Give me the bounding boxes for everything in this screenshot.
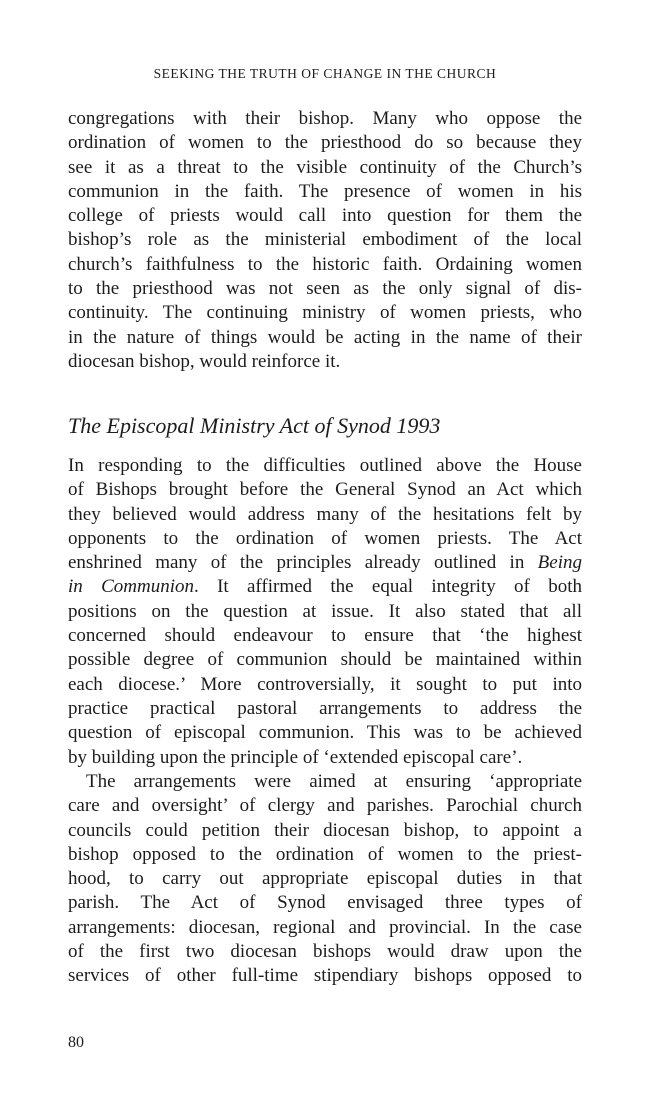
text-line: they believed would address many of the hesitations felt by [68, 503, 582, 525]
text-line: opponents to the ordination of women priests. The Act [68, 527, 582, 549]
text-run: enshrined many of the principles already outlined in [68, 552, 538, 574]
text-line [68, 575, 582, 599]
running-head: SEEKING THE TRUTH OF CHANGE IN THE CHURCH [153, 66, 497, 81]
text-line: ordination of women to the priesthood do so because they [68, 132, 582, 154]
text-line: positions on the question at issue. It also stated that all [68, 600, 582, 622]
text-line: arrangements: diocesan, regional and provincial. In the case [68, 916, 582, 938]
text-line: college of priests would call into question for them the [68, 205, 582, 227]
text-line: possible degree of communion should be maintained within [68, 649, 582, 671]
section-heading: The Episcopal Ministry Act of Synod 1993 [68, 413, 441, 438]
text-line: see it as a threat to the visible continuity of the Church’s [68, 156, 582, 178]
text-line: by building upon the principle of ‘extended episcopal care’. [68, 746, 523, 768]
text-line: bishop opposed to the ordination of women to the priest- [68, 843, 582, 865]
text-line: communion in the faith. The presence of women in his [68, 180, 582, 202]
text-line: congregations with their bishop. Many who oppose the [68, 108, 582, 129]
text-line: of Bishops brought before the General Synod an Act which [68, 479, 582, 501]
text-line: councils could petition their diocesan bishop, to appoint a [68, 819, 582, 841]
text-line [68, 551, 582, 575]
text-line: diocesan bishop, would reinforce it. [68, 350, 341, 372]
book-title-italic: Being [537, 552, 582, 574]
text-line: question of episcopal communion. This was to be achieved [68, 722, 582, 744]
text-line: The arrangements were aimed at ensuring ‘appropriate [86, 771, 582, 792]
text-line: each diocese.’ More controversially, it sought to put into [68, 673, 582, 695]
text-line: parish. The Act of Synod envisaged three types of [68, 892, 582, 914]
book-title-italic: in Communion [68, 576, 194, 598]
text-line: to the priesthood was not seen as the only signal of dis- [68, 278, 582, 300]
text-line: bishop’s role as the ministerial embodiment of the local [68, 229, 582, 251]
text-line: In responding to the difficulties outlined above the House [68, 455, 582, 476]
paragraph-1 [68, 107, 582, 374]
text-line: hood, to carry out appropriate episcopal duties in that [68, 868, 582, 890]
paragraph-2 [68, 454, 582, 770]
text-line: services of other full-time stipendiary bishops opposed to [68, 965, 582, 987]
text-line: practice practical pastoral arrangements to address the [68, 697, 582, 719]
text-line: of the first two diocesan bishops would draw upon the [68, 941, 582, 963]
page-number: 80 [68, 1034, 84, 1051]
paragraph-3 [68, 770, 582, 989]
text-run: . It affirmed the equal integrity of both [194, 576, 582, 598]
text-line: church’s faithfulness to the historic faith. Ordaining women [68, 253, 582, 275]
text-line: in the nature of things would be acting in the name of their [68, 326, 582, 348]
text-line: continuity. The continuing ministry of women priests, who [68, 302, 582, 324]
text-line: care and oversight’ of clergy and parishes. Parochial church [68, 795, 582, 817]
text-line: concerned should endeavour to ensure that ‘the highest [68, 625, 582, 647]
